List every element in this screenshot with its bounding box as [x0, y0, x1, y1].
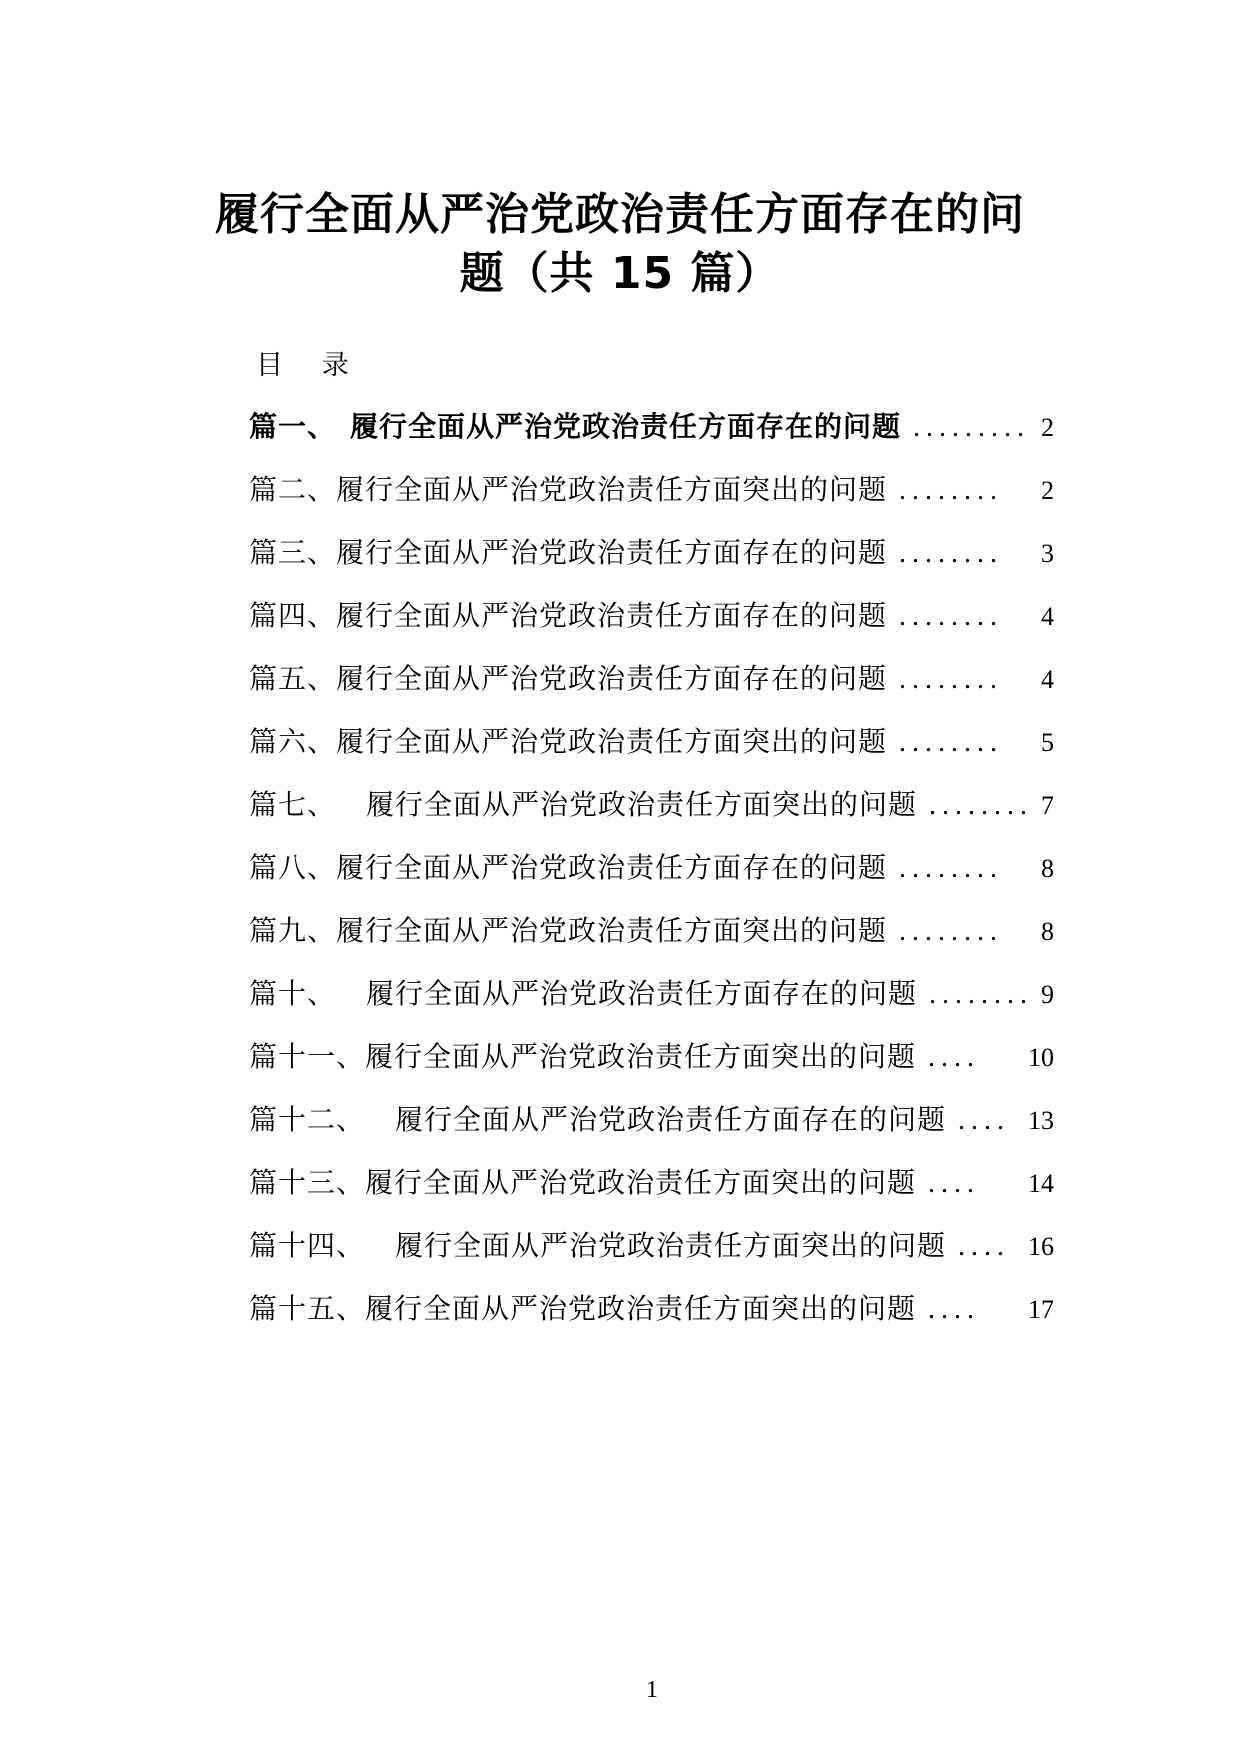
- toc-entry-title: 履行全面从严治党政治责任方面突出的问题: [336, 915, 888, 947]
- toc-entry-label: 篇四、: [249, 600, 337, 632]
- toc-entry-title: 履行全面从严治党政治责任方面突出的问题: [365, 1293, 917, 1325]
- document-title-line-1: 履行全面从严治党政治责任方面存在的问: [215, 189, 1025, 240]
- toc-page-number: 3: [1041, 538, 1054, 568]
- toc-entry-title: 履行全面从严治党政治责任方面突出的问题: [336, 474, 888, 506]
- toc-page-number: 7: [1041, 790, 1054, 820]
- toc-leader: ....: [928, 1293, 981, 1325]
- toc-leader: ....: [958, 1104, 1011, 1136]
- toc-entry-title: 履行全面从严治党政治责任方面突出的问题: [365, 1167, 917, 1199]
- toc-entry[interactable]: [249, 963, 1054, 1026]
- toc-entry[interactable]: [249, 1278, 1054, 1341]
- toc-page-number: 10: [1028, 1042, 1054, 1072]
- toc-page-number: 2: [1041, 475, 1054, 505]
- toc-leader: ........: [899, 663, 1004, 695]
- toc-leader: ....: [958, 1230, 1011, 1262]
- toc-entry-title: 履行全面从严治党政治责任方面存在的问题: [336, 600, 888, 632]
- toc-leader: ........: [899, 537, 1004, 569]
- toc-entry[interactable]: [249, 1215, 1054, 1278]
- toc-entry[interactable]: [249, 459, 1054, 522]
- document-title-line-2: 题（共 15 篇）: [459, 248, 781, 299]
- toc-entry[interactable]: [249, 1026, 1054, 1089]
- toc-entry-title: 履行全面从严治党政治责任方面存在的问题: [336, 537, 888, 569]
- toc-entry-label: 篇十五、: [249, 1293, 366, 1325]
- toc-page-number: 16: [1028, 1231, 1054, 1261]
- toc-entry-title: 履行全面从严治党政治责任方面突出的问题: [366, 789, 918, 821]
- toc-entry-label: 篇三、: [249, 537, 337, 569]
- toc-leader: .........: [913, 411, 1031, 443]
- toc-entry-title: 履行全面从严治党政治责任方面突出的问题: [336, 726, 888, 758]
- toc-entry[interactable]: [249, 837, 1054, 900]
- toc-leader: ........: [929, 789, 1034, 821]
- document-title: [0, 185, 1240, 303]
- toc-leader: ....: [928, 1041, 981, 1073]
- toc-entry-title: 履行全面从严治党政治责任方面存在的问题: [336, 852, 888, 884]
- toc-entry-title: 履行全面从严治党政治责任方面存在的问题: [336, 663, 888, 695]
- toc-entry-label: 篇二、: [249, 474, 337, 506]
- toc-entry-label: 篇五、: [249, 663, 337, 695]
- toc-leader: ........: [899, 726, 1004, 758]
- toc-entry-label: 篇六、: [249, 726, 337, 758]
- toc-entry[interactable]: [249, 774, 1054, 837]
- toc-entry-title: 履行全面从严治党政治责任方面存在的问题: [350, 411, 902, 443]
- toc-page-number: 17: [1028, 1294, 1054, 1324]
- toc-entry-label: 篇十四、: [249, 1230, 366, 1262]
- toc-entry-label: 篇八、: [249, 852, 337, 884]
- page-number: 1: [646, 1677, 658, 1703]
- toc-page-number: 2: [1041, 412, 1054, 442]
- toc-page-number: 4: [1041, 601, 1054, 631]
- toc-page-number: 4: [1041, 664, 1054, 694]
- toc-entry-label: 篇九、: [249, 915, 337, 947]
- toc-leader: ........: [929, 978, 1034, 1010]
- toc-entry[interactable]: [249, 396, 1054, 459]
- toc-entry-label: 篇一、: [249, 411, 337, 443]
- toc-entry[interactable]: [249, 648, 1054, 711]
- toc-entry-title: 履行全面从严治党政治责任方面突出的问题: [365, 1041, 917, 1073]
- toc-page-number: 9: [1041, 979, 1054, 1009]
- toc-entry[interactable]: [249, 1089, 1054, 1152]
- toc-leader: ........: [899, 915, 1004, 947]
- toc-entry-label: 篇七、: [249, 789, 337, 821]
- toc-entry[interactable]: [249, 522, 1054, 585]
- toc-entry-title: 履行全面从严治党政治责任方面存在的问题: [366, 978, 918, 1010]
- toc-entry-label: 篇十二、: [249, 1104, 366, 1136]
- toc-entry[interactable]: [249, 1152, 1054, 1215]
- toc-page-number: 8: [1041, 853, 1054, 883]
- table-of-contents: [249, 396, 1054, 1341]
- toc-page-number: 5: [1041, 727, 1054, 757]
- toc-entry-title: 履行全面从严治党政治责任方面突出的问题: [395, 1230, 947, 1262]
- toc-entry[interactable]: [249, 711, 1054, 774]
- toc-entry-label: 篇十三、: [249, 1167, 366, 1199]
- toc-leader: ....: [928, 1167, 981, 1199]
- toc-page-number: 14: [1028, 1168, 1054, 1198]
- toc-entry-title: 履行全面从严治党政治责任方面存在的问题: [395, 1104, 947, 1136]
- toc-entry-label: 篇十、: [249, 978, 337, 1010]
- toc-entry-label: 篇十一、: [249, 1041, 366, 1073]
- toc-page-number: 8: [1041, 916, 1054, 946]
- toc-heading: 目 录: [256, 350, 365, 380]
- toc-page-number: 13: [1028, 1105, 1054, 1135]
- toc-entry[interactable]: [249, 585, 1054, 648]
- toc-leader: ........: [899, 474, 1004, 506]
- toc-leader: ........: [899, 852, 1004, 884]
- toc-entry[interactable]: [249, 900, 1054, 963]
- toc-leader: ........: [899, 600, 1004, 632]
